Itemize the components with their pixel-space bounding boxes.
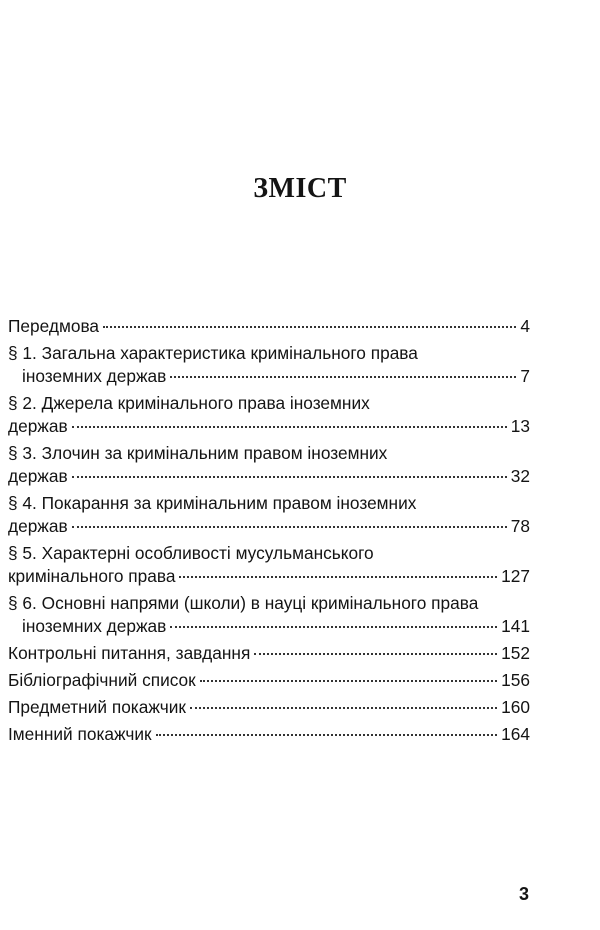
toc-entry-section-1 [8, 342, 530, 365]
toc-entry-page: 78 [510, 516, 530, 536]
toc-entry-page: 4 [520, 316, 530, 336]
toc-entry-title: Предметний покажчик [8, 697, 186, 717]
toc-entry-page: 32 [510, 466, 530, 486]
toc-entry-page: 152 [501, 643, 530, 663]
toc-entry-section-6-cont [8, 615, 530, 638]
toc-entry-title-cont: держав [8, 416, 68, 436]
toc-entry-title: § 1. Загальна характеристика кримінального права [8, 343, 418, 363]
table-of-contents [8, 315, 530, 746]
dot-leader [170, 376, 516, 378]
dot-leader [72, 426, 507, 428]
toc-entry-section-6 [8, 592, 530, 615]
toc-entry-title: § 3. Злочин за кримінальним правом іноземних [8, 443, 388, 463]
toc-entry-foreword [8, 315, 530, 338]
toc-entry-title: Іменний покажчик [8, 724, 152, 744]
dot-leader [190, 707, 497, 709]
dot-leader [156, 734, 498, 736]
toc-entry-title: § 5. Характерні особливості мусульманського [8, 543, 374, 563]
toc-entry-page: 141 [501, 616, 530, 636]
toc-entry-title: § 2. Джерела кримінального права іноземних [8, 393, 370, 413]
toc-entry-page: 156 [501, 670, 530, 690]
toc-entry-section-5 [8, 542, 530, 565]
dot-leader [103, 326, 516, 328]
toc-entry-page: 127 [501, 566, 530, 586]
page-title: ЗМІСТ [253, 173, 347, 204]
toc-entry-section-4 [8, 492, 530, 515]
dot-leader [200, 680, 497, 682]
toc-entry-title: Передмова [8, 316, 100, 336]
toc-entry-section-2-cont [8, 415, 530, 438]
toc-entry-questions [8, 642, 530, 665]
toc-entry-section-3 [8, 442, 530, 465]
toc-entry-page: 7 [520, 366, 530, 386]
dot-leader [72, 526, 507, 528]
toc-entry-bibliography [8, 669, 530, 692]
toc-entry-section-1-cont [8, 365, 530, 388]
dot-leader [170, 626, 497, 628]
toc-entry-section-5-cont [8, 565, 530, 588]
toc-entry-page: 164 [501, 724, 530, 744]
toc-entry-page: 13 [510, 416, 530, 436]
dot-leader [254, 653, 497, 655]
toc-entry-title-cont: іноземних держав [22, 366, 167, 386]
toc-entry-title-cont: держав [8, 466, 68, 486]
dot-leader [72, 476, 507, 478]
toc-entry-title: Контрольні питання, завдання [8, 643, 251, 663]
toc-entry-subject-index [8, 696, 530, 719]
toc-entry-title: § 4. Покарання за кримінальним правом іноземних [8, 493, 417, 513]
toc-entry-title: Бібліографічний список [8, 670, 196, 690]
toc-entry-page: 160 [501, 697, 530, 717]
toc-entry-section-2 [8, 392, 530, 415]
dot-leader [179, 576, 497, 578]
toc-entry-title-cont: іноземних держав [22, 616, 167, 636]
toc-entry-title-cont: кримінального права [8, 566, 176, 586]
toc-entry-title-cont: держав [8, 516, 68, 536]
page-number: 3 [519, 884, 530, 904]
toc-entry-title: § 6. Основні напрями (школи) в науці кримінального права [8, 593, 479, 613]
toc-entry-section-4-cont [8, 515, 530, 538]
toc-entry-section-3-cont [8, 465, 530, 488]
toc-entry-name-index [8, 723, 530, 746]
